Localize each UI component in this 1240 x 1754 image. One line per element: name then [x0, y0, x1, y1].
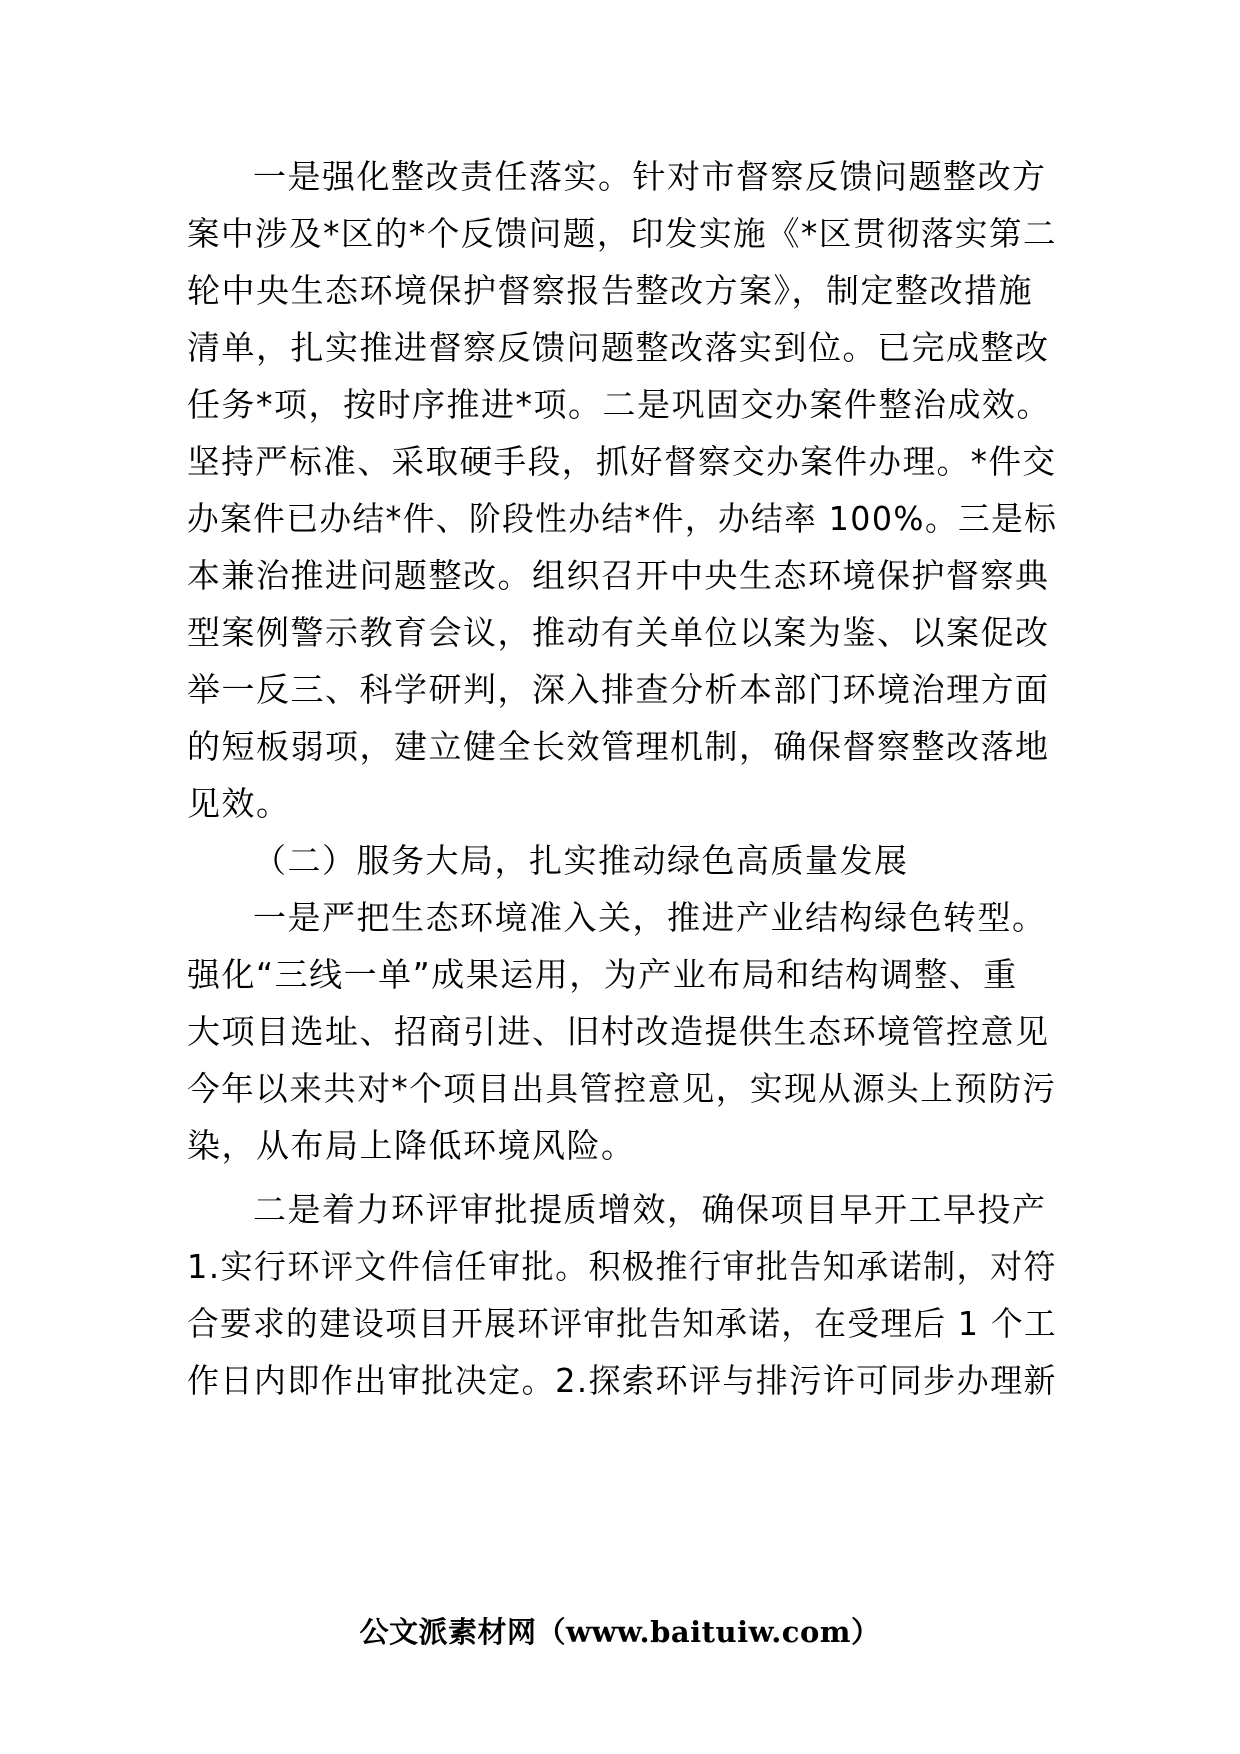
paragraph-line: 1.实行环评文件信任审批。积极推行审批告知承诺制，对符 [187, 1247, 1058, 1286]
paragraph-line: 见效。 [187, 784, 291, 823]
paragraph-line: 合要求的建设项目开展环评审批告知承诺，在受理后 1 个工 [187, 1304, 1057, 1343]
paragraph-line: 清单，扎实推进督察反馈问题整改落实到位。已完成整改 [187, 328, 1050, 367]
paragraph-line: 大项目选址、招商引进、旧村改造提供生态环境管控意见 [187, 1012, 1050, 1051]
paragraph-line: 举一反三、科学研判，深入排查分析本部门环境治理方面 [187, 670, 1050, 709]
paragraph-line: 今年以来共对*个项目出具管控意见，实现从源头上预防污 [187, 1069, 1057, 1108]
paragraph-line: 任务*项，按时序推进*项。二是巩固交办案件整治成效。 [187, 385, 1051, 424]
paragraph-line: 染，从布局上降低环境风险。 [187, 1126, 636, 1165]
paragraph-line: 二是着力环评审批提质增效，确保项目早开工早投产 [253, 1190, 1047, 1229]
paragraph-line: 作日内即作出审批决定。2.探索环评与排污许可同步办理新 [187, 1361, 1058, 1400]
paragraph-line: 轮中央生态环境保护督察报告整改方案》，制定整改措施 [187, 271, 1033, 310]
footer-watermark: 公文派素材网（www.baituiw.com） [359, 1615, 881, 1649]
paragraph-line: 办案件已办结*件、阶段性办结*件，办结率 100%。三是标 [187, 499, 1058, 538]
paragraph-line: 型案例警示教育会议，推动有关单位以案为鉴、以案促改 [187, 613, 1050, 652]
paragraph-line: 坚持严标准、采取硬手段，抓好督察交办案件办理。*件交 [187, 442, 1057, 481]
paragraph-line: 的短板弱项，建立健全长效管理机制，确保督察整改落地 [187, 727, 1050, 766]
section-heading: （二）服务大局，扎实推动绿色高质量发展 [253, 841, 909, 880]
paragraph-line: 本兼治推进问题整改。组织召开中央生态环境保护督察典 [187, 556, 1050, 595]
paragraph-line: 一是强化整改责任落实。针对市督察反馈问题整改方 [253, 157, 1047, 196]
paragraph-line: 强化“三线一单”成果运用，为产业布局和结构调整、重 [187, 955, 1018, 994]
paragraph-line: 一是严把生态环境准入关，推进产业结构绿色转型。 [253, 898, 1047, 937]
paragraph-line: 案中涉及*区的*个反馈问题，印发实施《*区贯彻落实第二 [187, 214, 1058, 253]
